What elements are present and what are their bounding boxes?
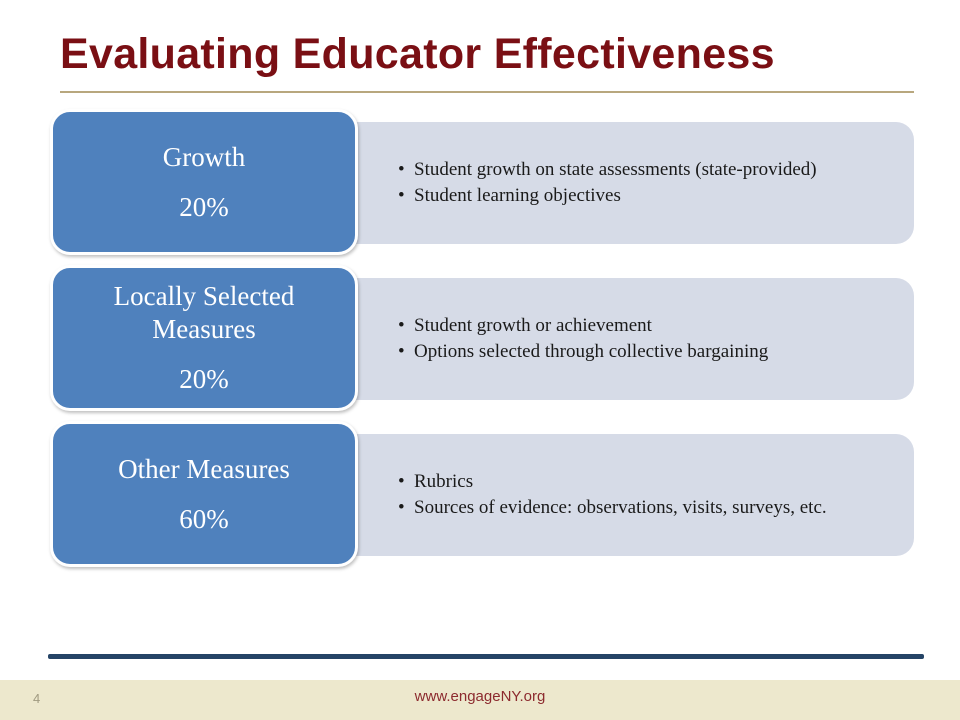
footer-divider (48, 654, 924, 659)
bullet-list-other-measures (398, 467, 827, 523)
bullet-item: • Sources of evidence: observations, visits, surveys, etc. (398, 497, 827, 519)
component-locally-selected-measures (50, 265, 914, 421)
detail-box-growth (340, 122, 914, 244)
bullet-list-growth (398, 155, 817, 211)
bullet-item: • Student growth on state assessments (state-provided) (398, 159, 817, 181)
slide-title: Evaluating Educator Effectiveness (60, 30, 775, 78)
page-number: 4 (33, 691, 41, 706)
component-percent: 20% (179, 191, 229, 222)
footer-url: www.engageNY.org (414, 688, 546, 705)
component-percent: 20% (179, 364, 229, 394)
detail-box-other-measures (340, 434, 914, 556)
title-divider (60, 91, 914, 93)
bullet-item: • Rubrics (398, 471, 827, 493)
component-percent: 60% (179, 503, 229, 534)
component-label: Other Measures (118, 453, 290, 484)
bullet-list-locally-selected-measures (398, 311, 768, 367)
label-box-growth (50, 109, 358, 255)
bullet-item: • Student growth or achievement (398, 315, 768, 337)
label-box-other-measures (50, 421, 358, 567)
component-other-measures (50, 421, 914, 577)
component-label: Locally Selected Measures (113, 281, 295, 344)
component-label: Growth (162, 141, 246, 172)
bullet-item: • Options selected through collective bargaining (398, 341, 768, 363)
detail-box-locally-selected-measures (340, 278, 914, 400)
bullet-item: • Student learning objectives (398, 185, 817, 207)
component-growth (50, 109, 914, 265)
label-box-locally-selected-measures (50, 265, 358, 411)
